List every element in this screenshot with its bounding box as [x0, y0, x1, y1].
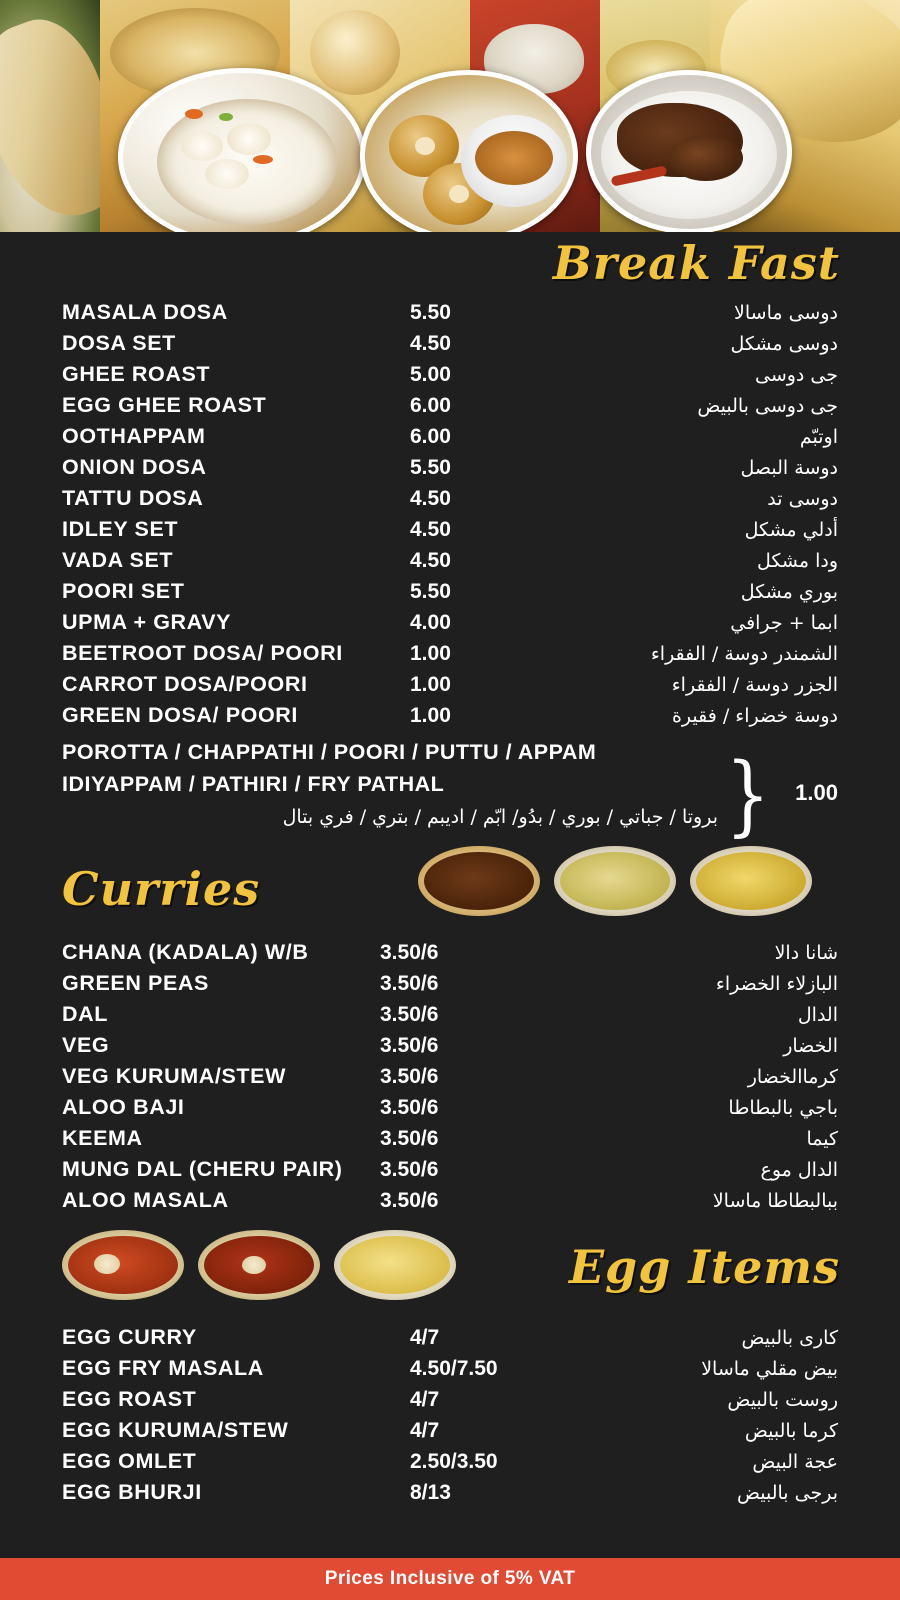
- item-name-arabic: روست بالبيض: [727, 1389, 838, 1411]
- vada-sambar-photo: [360, 70, 578, 232]
- menu-row: [0, 300, 900, 331]
- item-price: 5.50: [410, 301, 451, 324]
- item-name-arabic: جى دوسى: [754, 364, 838, 386]
- item-name-arabic: شانا دالا: [774, 942, 838, 964]
- idli-piece: [205, 159, 249, 189]
- menu-row: [0, 610, 900, 641]
- breakfast-section-title: Break Fast: [552, 236, 840, 290]
- item-price: 4/7: [410, 1326, 440, 1349]
- egg-dish-contents: [204, 1236, 314, 1294]
- breakfast-combo-block: [0, 736, 900, 847]
- chili-garnish: [185, 109, 203, 119]
- item-name-arabic: ببالبطاطا ماسالا: [712, 1190, 838, 1212]
- item-name: ONION DOSA: [62, 455, 207, 479]
- sambar-bowl: [461, 115, 567, 207]
- item-name-arabic: الخضار: [783, 1035, 838, 1057]
- menu-row: [0, 1356, 900, 1387]
- combo-price: 1.00: [795, 780, 838, 805]
- curries-section-title: Curries: [62, 862, 261, 916]
- item-price: 6.00: [410, 394, 451, 417]
- item-name: VEG KURUMA/STEW: [62, 1064, 286, 1088]
- item-price: 3.50/6: [380, 1096, 439, 1119]
- item-name-arabic: كرماالخضار: [747, 1066, 838, 1088]
- item-name-arabic: دوسى ماسالا: [734, 302, 838, 324]
- item-name-arabic: ابما + جرافي: [730, 612, 838, 634]
- item-price: 1.00: [410, 642, 451, 665]
- curry-bowl-contents: [560, 852, 670, 910]
- curry-photo-aloo: [690, 846, 812, 916]
- item-price: 4.50: [410, 518, 451, 541]
- curry-bowl-contents: [424, 852, 534, 910]
- item-name-arabic: باجي بالبطاطا: [728, 1097, 838, 1119]
- item-name-arabic: البازلاء الخضراء: [715, 973, 838, 995]
- egg-photos-row: [62, 1230, 456, 1300]
- item-name: MASALA DOSA: [62, 300, 228, 324]
- curry-photo-stew: [554, 846, 676, 916]
- curries-menu-list: [0, 940, 900, 1219]
- menu-row: [0, 1188, 900, 1219]
- item-name-arabic: الجزر دوسة / الفقراء: [671, 674, 838, 696]
- item-price: 3.50/6: [380, 1065, 439, 1088]
- egg-photo-roast: [198, 1230, 320, 1300]
- egg-items-menu-list: [0, 1325, 900, 1511]
- item-name-arabic: كرما بالبيض: [744, 1420, 838, 1442]
- item-name: EGG FRY MASALA: [62, 1356, 264, 1380]
- item-name-arabic: كيما: [806, 1128, 838, 1150]
- item-price: 4/7: [410, 1388, 440, 1411]
- herb-garnish: [219, 113, 233, 121]
- item-name-arabic: الدال: [797, 1004, 838, 1026]
- item-name: OOTHAPPAM: [62, 424, 206, 448]
- item-price: 8/13: [410, 1481, 451, 1504]
- item-price: 3.50/6: [380, 972, 439, 995]
- item-name-arabic: الدال موع: [760, 1159, 838, 1181]
- item-name: EGG CURRY: [62, 1325, 197, 1349]
- vat-note: Prices Inclusive of 5% VAT: [324, 1568, 576, 1589]
- idli-platter-photo: [118, 68, 366, 232]
- item-name-arabic: دوسى تد: [767, 488, 838, 510]
- meat-roast-photo: [586, 70, 792, 232]
- item-name: ALOO BAJI: [62, 1095, 185, 1119]
- item-name: UPMA + GRAVY: [62, 610, 232, 634]
- egg-photo-omlet: [334, 1230, 456, 1300]
- menu-row: [0, 486, 900, 517]
- item-price: 2.50/3.50: [410, 1450, 498, 1473]
- item-price: 5.50: [410, 456, 451, 479]
- combo-line-arabic: بروتا / جباتي / بوري / بدُو/ ابّم / اديبم / بتري / فري بتال: [282, 806, 718, 828]
- item-name-arabic: بيض مقلي ماسالا: [701, 1358, 838, 1380]
- item-name: BEETROOT DOSA/ POORI: [62, 641, 343, 665]
- menu-row: [0, 1002, 900, 1033]
- menu-row: [0, 971, 900, 1002]
- breakfast-menu-list: [0, 300, 900, 734]
- menu-row: [0, 1325, 900, 1356]
- item-price: 3.50/6: [380, 1034, 439, 1057]
- item-name: EGG OMLET: [62, 1449, 197, 1473]
- menu-row: [0, 331, 900, 362]
- idli-piece: [181, 131, 223, 161]
- menu-row: [0, 517, 900, 548]
- item-name: TATTU DOSA: [62, 486, 204, 510]
- item-price: 3.50/6: [380, 1003, 439, 1026]
- menu-row: [0, 703, 900, 734]
- menu-row: [0, 1095, 900, 1126]
- egg-dish-contents: [68, 1236, 178, 1294]
- item-name: IDLEY SET: [62, 517, 179, 541]
- item-name: CHANA (KADALA) W/B: [62, 940, 309, 964]
- item-name-arabic: بوري مشكل: [740, 581, 838, 603]
- item-name: CARROT DOSA/POORI: [62, 672, 308, 696]
- menu-row: [0, 940, 900, 971]
- item-price: 5.50: [410, 580, 451, 603]
- idli-plate-graphic: [157, 99, 337, 225]
- egg-dish-contents: [340, 1236, 450, 1294]
- item-name: POORI SET: [62, 579, 185, 603]
- item-name: ALOO MASALA: [62, 1188, 229, 1212]
- vat-footer-bar: [0, 1558, 900, 1600]
- banner-photo-dosa-leaf: [0, 0, 100, 232]
- egg-items-section-title: Egg Items: [568, 1240, 840, 1294]
- item-price: 3.50/6: [380, 1189, 439, 1212]
- idli-piece: [227, 123, 271, 155]
- item-name-arabic: ودا مشكل: [757, 550, 838, 572]
- item-price: 4.50: [410, 332, 451, 355]
- item-price: 4/7: [410, 1419, 440, 1442]
- curry-photo-chana: [418, 846, 540, 916]
- menu-row: [0, 548, 900, 579]
- top-photo-banner: [0, 0, 900, 232]
- item-name-arabic: كارى بالبيض: [741, 1327, 838, 1349]
- item-name: MUNG DAL (CHERU PAIR): [62, 1157, 343, 1181]
- meat-piece: [669, 135, 743, 181]
- item-name-arabic: دوسة البصل: [740, 457, 838, 479]
- curry-photos-row: [418, 846, 812, 916]
- menu-row: [0, 1449, 900, 1480]
- item-name-arabic: عجة البيض: [752, 1451, 838, 1473]
- menu-row: [0, 1033, 900, 1064]
- item-price: 6.00: [410, 425, 451, 448]
- item-name-arabic: أدلي مشكل: [744, 519, 838, 541]
- item-name: DAL: [62, 1002, 108, 1026]
- menu-row: [0, 1157, 900, 1188]
- item-price: 4.50: [410, 549, 451, 572]
- item-name: GREEN DOSA/ POORI: [62, 703, 298, 727]
- item-name: DOSA SET: [62, 331, 176, 355]
- item-name: KEEMA: [62, 1126, 143, 1150]
- item-name-arabic: دوسى مشكل: [730, 333, 838, 355]
- menu-row: [0, 1480, 900, 1511]
- item-price: 3.50/6: [380, 941, 439, 964]
- menu-row: [0, 579, 900, 610]
- item-name-arabic: اوتبّم: [799, 426, 838, 448]
- item-price: 1.00: [410, 704, 451, 727]
- item-price: 5.00: [410, 363, 451, 386]
- menu-row: [0, 424, 900, 455]
- item-name: EGG GHEE ROAST: [62, 393, 267, 417]
- item-name: EGG BHURJI: [62, 1480, 202, 1504]
- item-name: GHEE ROAST: [62, 362, 211, 386]
- item-name: VADA SET: [62, 548, 174, 572]
- item-name: EGG KURUMA/STEW: [62, 1418, 289, 1442]
- menu-row: [0, 672, 900, 703]
- chili-garnish: [253, 155, 273, 164]
- item-name-arabic: دوسة خضراء / فقيرة: [671, 705, 838, 727]
- item-name-arabic: الشمندر دوسة / الفقراء: [650, 643, 838, 665]
- combo-line-2: IDIYAPPAM / PATHIRI / FRY PATHAL: [62, 772, 445, 796]
- menu-row: [0, 1064, 900, 1095]
- item-price: 3.50/6: [380, 1158, 439, 1181]
- item-name: GREEN PEAS: [62, 971, 209, 995]
- menu-row: [0, 1418, 900, 1449]
- item-name: EGG ROAST: [62, 1387, 197, 1411]
- menu-row: [0, 393, 900, 424]
- menu-row: [0, 455, 900, 486]
- egg-photo-curry: [62, 1230, 184, 1300]
- item-name: VEG: [62, 1033, 110, 1057]
- item-price: 1.00: [410, 673, 451, 696]
- menu-row: [0, 362, 900, 393]
- menu-row: [0, 641, 900, 672]
- item-price: 4.00: [410, 611, 451, 634]
- item-price: 3.50/6: [380, 1127, 439, 1150]
- menu-row: [0, 1387, 900, 1418]
- curly-brace-icon: }: [725, 743, 770, 847]
- item-price: 4.50: [410, 487, 451, 510]
- menu-row: [0, 1126, 900, 1157]
- item-name-arabic: برجى بالبيض: [736, 1482, 838, 1504]
- item-price: 4.50/7.50: [410, 1357, 498, 1380]
- curry-bowl-contents: [696, 852, 806, 910]
- item-name-arabic: جى دوسى بالبيض: [697, 395, 838, 417]
- combo-line-1: POROTTA / CHAPPATHI / POORI / PUTTU / APPAM: [62, 740, 597, 764]
